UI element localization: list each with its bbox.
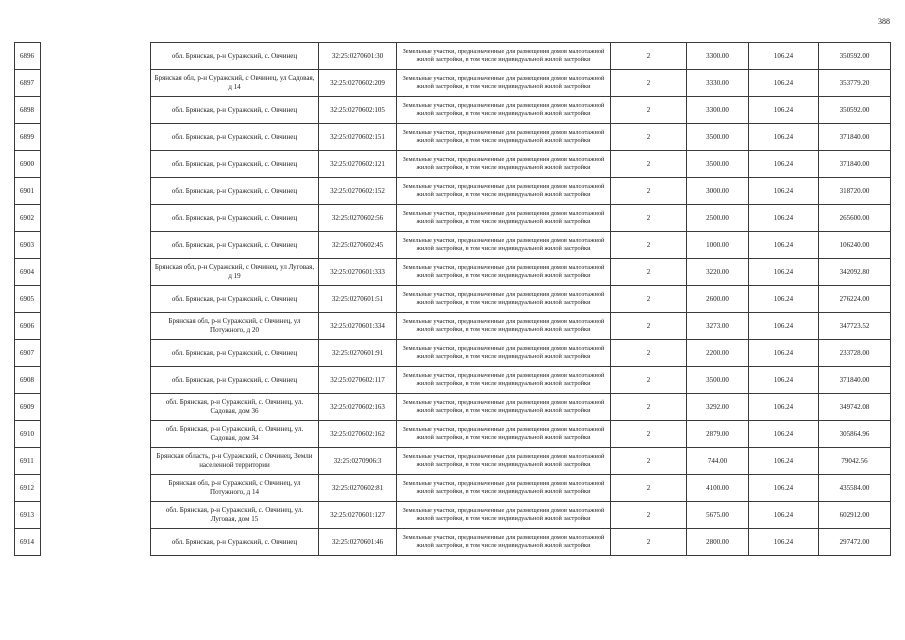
address-cell: обл. Брянская, р-н Суражский, с. Овчинец	[151, 286, 319, 313]
area-cell: 3000.00	[687, 178, 749, 205]
category-cell: 2	[611, 448, 687, 475]
address-cell: обл. Брянская, р-н Суражский, с. Овчинец	[151, 529, 319, 556]
cadastral-number-cell: 32:25:0270602:209	[319, 70, 397, 97]
spacer-cell	[41, 259, 151, 286]
row-number: 6899	[15, 124, 41, 151]
table-row	[15, 232, 891, 259]
area-cell: 3292.00	[687, 394, 749, 421]
spacer-cell	[41, 124, 151, 151]
category-cell: 2	[611, 205, 687, 232]
table-row	[15, 97, 891, 124]
category-cell: 2	[611, 259, 687, 286]
cadastral-number-cell: 32:25:0270601:333	[319, 259, 397, 286]
cadastral-number-cell: 32:25:0270601:51	[319, 286, 397, 313]
row-number: 6910	[15, 421, 41, 448]
spacer-cell	[41, 475, 151, 502]
land-purpose-cell: Земельные участки, предназначенные для размещения домов малоэтажной жилой застройки, в том числе индивидуальной жилой застройки	[397, 70, 611, 97]
rate-cell: 106.24	[749, 394, 819, 421]
row-number: 6906	[15, 313, 41, 340]
land-purpose-cell: Земельные участки, предназначенные для размещения домов малоэтажной жилой застройки, в том числе индивидуальной жилой застройки	[397, 313, 611, 340]
table-row	[15, 475, 891, 502]
rate-cell: 106.24	[749, 178, 819, 205]
table-row	[15, 70, 891, 97]
rate-cell: 106.24	[749, 340, 819, 367]
address-cell: Брянская обл, р-н Суражский, с Овчинец, ул Луговая, д 19	[151, 259, 319, 286]
row-number: 6913	[15, 502, 41, 529]
rate-cell: 106.24	[749, 448, 819, 475]
land-purpose-cell: Земельные участки, предназначенные для размещения домов малоэтажной жилой застройки, в том числе индивидуальной жилой застройки	[397, 421, 611, 448]
spacer-cell	[41, 448, 151, 475]
address-cell: обл. Брянская, р-н Суражский, с. Овчинец	[151, 340, 319, 367]
cadastral-number-cell: 32:25:0270602:121	[319, 151, 397, 178]
address-cell: обл. Брянская, р-н Суражский, с. Овчинец	[151, 151, 319, 178]
area-cell: 3300.00	[687, 43, 749, 70]
row-number: 6902	[15, 205, 41, 232]
cadastral-number-cell: 32:25:0270602:151	[319, 124, 397, 151]
land-purpose-cell: Земельные участки, предназначенные для размещения домов малоэтажной жилой застройки, в том числе индивидуальной жилой застройки	[397, 340, 611, 367]
spacer-cell	[41, 43, 151, 70]
value-cell: 233728.00	[819, 340, 891, 367]
land-purpose-cell: Земельные участки, предназначенные для размещения домов малоэтажной жилой застройки, в том числе индивидуальной жилой застройки	[397, 205, 611, 232]
rate-cell: 106.24	[749, 259, 819, 286]
cadastral-number-cell: 32:25:0270601:46	[319, 529, 397, 556]
area-cell: 1000.00	[687, 232, 749, 259]
category-cell: 2	[611, 43, 687, 70]
row-number: 6908	[15, 367, 41, 394]
row-number: 6912	[15, 475, 41, 502]
table-body	[15, 43, 891, 556]
value-cell: 602912.00	[819, 502, 891, 529]
row-number: 6907	[15, 340, 41, 367]
table-row	[15, 313, 891, 340]
area-cell: 2600.00	[687, 286, 749, 313]
category-cell: 2	[611, 502, 687, 529]
value-cell: 371840.00	[819, 124, 891, 151]
land-purpose-cell: Земельные участки, предназначенные для размещения домов малоэтажной жилой застройки, в том числе индивидуальной жилой застройки	[397, 448, 611, 475]
address-cell: обл. Брянская, р-н Суражский, с. Овчинец	[151, 232, 319, 259]
rate-cell: 106.24	[749, 421, 819, 448]
table-row	[15, 367, 891, 394]
row-number: 6914	[15, 529, 41, 556]
spacer-cell	[41, 205, 151, 232]
table-row	[15, 124, 891, 151]
address-cell: обл. Брянская, р-н Суражский, с. Овчинец, ул. Садовая, дом 34	[151, 421, 319, 448]
category-cell: 2	[611, 475, 687, 502]
row-number: 6900	[15, 151, 41, 178]
land-purpose-cell: Земельные участки, предназначенные для размещения домов малоэтажной жилой застройки, в том числе индивидуальной жилой застройки	[397, 232, 611, 259]
address-cell: обл. Брянская, р-н Суражский, с. Овчинец	[151, 178, 319, 205]
category-cell: 2	[611, 70, 687, 97]
value-cell: 371840.00	[819, 367, 891, 394]
cadastral-number-cell: 32:25:0270602:105	[319, 97, 397, 124]
value-cell: 297472.00	[819, 529, 891, 556]
row-number: 6904	[15, 259, 41, 286]
spacer-cell	[41, 151, 151, 178]
area-cell: 744.00	[687, 448, 749, 475]
area-cell: 3500.00	[687, 367, 749, 394]
category-cell: 2	[611, 313, 687, 340]
land-purpose-cell: Земельные участки, предназначенные для размещения домов малоэтажной жилой застройки, в том числе индивидуальной жилой застройки	[397, 502, 611, 529]
row-number: 6905	[15, 286, 41, 313]
area-cell: 2879.00	[687, 421, 749, 448]
area-cell: 3500.00	[687, 151, 749, 178]
spacer-cell	[41, 529, 151, 556]
area-cell: 2500.00	[687, 205, 749, 232]
cadastral-number-cell: 32:25:0270601:334	[319, 313, 397, 340]
row-number: 6911	[15, 448, 41, 475]
cadastral-number-cell: 32:25:0270601:91	[319, 340, 397, 367]
spacer-cell	[41, 367, 151, 394]
rate-cell: 106.24	[749, 151, 819, 178]
address-cell: обл. Брянская, р-н Суражский, с. Овчинец	[151, 124, 319, 151]
cadastral-number-cell: 32:25:0270602:152	[319, 178, 397, 205]
value-cell: 79042.56	[819, 448, 891, 475]
spacer-cell	[41, 286, 151, 313]
address-cell: Брянская обл, р-н Суражский, с Овчинец, ул Потужного, д 20	[151, 313, 319, 340]
row-number: 6897	[15, 70, 41, 97]
category-cell: 2	[611, 367, 687, 394]
category-cell: 2	[611, 529, 687, 556]
cadastral-number-cell: 32:25:0270601:127	[319, 502, 397, 529]
page-number: 388	[878, 17, 890, 26]
land-purpose-cell: Земельные участки, предназначенные для размещения домов малоэтажной жилой застройки, в том числе индивидуальной жилой застройки	[397, 394, 611, 421]
address-cell: Брянская обл, р-н Суражский, с Овчинец, ул Потужного, д 14	[151, 475, 319, 502]
category-cell: 2	[611, 97, 687, 124]
row-number: 6898	[15, 97, 41, 124]
table-row	[15, 151, 891, 178]
category-cell: 2	[611, 151, 687, 178]
value-cell: 350592.00	[819, 43, 891, 70]
rate-cell: 106.24	[749, 502, 819, 529]
area-cell: 5675.00	[687, 502, 749, 529]
land-purpose-cell: Земельные участки, предназначенные для размещения домов малоэтажной жилой застройки, в том числе индивидуальной жилой застройки	[397, 529, 611, 556]
area-cell: 2800.00	[687, 529, 749, 556]
spacer-cell	[41, 394, 151, 421]
value-cell: 349742.08	[819, 394, 891, 421]
category-cell: 2	[611, 421, 687, 448]
value-cell: 350592.00	[819, 97, 891, 124]
address-cell: Брянская обл, р-н Суражский, с Овчинец, ул Садовая, д 14	[151, 70, 319, 97]
area-cell: 3273.00	[687, 313, 749, 340]
table-row	[15, 502, 891, 529]
spacer-cell	[41, 232, 151, 259]
rate-cell: 106.24	[749, 205, 819, 232]
land-purpose-cell: Земельные участки, предназначенные для размещения домов малоэтажной жилой застройки, в том числе индивидуальной жилой застройки	[397, 367, 611, 394]
row-number: 6901	[15, 178, 41, 205]
address-cell: обл. Брянская, р-н Суражский, с. Овчинец, ул. Садовая, дом 36	[151, 394, 319, 421]
cadastral-number-cell: 32:25:0270602:81	[319, 475, 397, 502]
value-cell: 265600.00	[819, 205, 891, 232]
land-purpose-cell: Земельные участки, предназначенные для размещения домов малоэтажной жилой застройки, в том числе индивидуальной жилой застройки	[397, 475, 611, 502]
spacer-cell	[41, 313, 151, 340]
area-cell: 3330.00	[687, 70, 749, 97]
land-purpose-cell: Земельные участки, предназначенные для размещения домов малоэтажной жилой застройки, в том числе индивидуальной жилой застройки	[397, 178, 611, 205]
spacer-cell	[41, 340, 151, 367]
area-cell: 2200.00	[687, 340, 749, 367]
row-number: 6896	[15, 43, 41, 70]
value-cell: 106240.00	[819, 232, 891, 259]
cadastral-number-cell: 32:25:0270602:56	[319, 205, 397, 232]
cadastral-number-cell: 32:25:0270602:163	[319, 394, 397, 421]
row-number: 6903	[15, 232, 41, 259]
value-cell: 371840.00	[819, 151, 891, 178]
cadastral-number-cell: 32:25:0270602:117	[319, 367, 397, 394]
spacer-cell	[41, 178, 151, 205]
rate-cell: 106.24	[749, 43, 819, 70]
address-cell: обл. Брянская, р-н Суражский, с. Овчинец	[151, 367, 319, 394]
land-purpose-cell: Земельные участки, предназначенные для размещения домов малоэтажной жилой застройки, в том числе индивидуальной жилой застройки	[397, 286, 611, 313]
table-row	[15, 421, 891, 448]
cadastral-number-cell: 32:25:0270602:45	[319, 232, 397, 259]
spacer-cell	[41, 502, 151, 529]
land-purpose-cell: Земельные участки, предназначенные для размещения домов малоэтажной жилой застройки, в том числе индивидуальной жилой застройки	[397, 259, 611, 286]
land-registry-table	[14, 42, 891, 556]
rate-cell: 106.24	[749, 124, 819, 151]
cadastral-number-cell: 32:25:0270601:30	[319, 43, 397, 70]
land-purpose-cell: Земельные участки, предназначенные для размещения домов малоэтажной жилой застройки, в том числе индивидуальной жилой застройки	[397, 43, 611, 70]
category-cell: 2	[611, 340, 687, 367]
address-cell: обл. Брянская, р-н Суражский, с. Овчинец, ул. Луговая, дом 15	[151, 502, 319, 529]
rate-cell: 106.24	[749, 475, 819, 502]
category-cell: 2	[611, 394, 687, 421]
address-cell: Брянская область, р-н Суражский, с Овчинец, Земли населенной территории	[151, 448, 319, 475]
rate-cell: 106.24	[749, 313, 819, 340]
land-purpose-cell: Земельные участки, предназначенные для размещения домов малоэтажной жилой застройки, в том числе индивидуальной жилой застройки	[397, 151, 611, 178]
table-row	[15, 259, 891, 286]
value-cell: 353779.20	[819, 70, 891, 97]
spacer-cell	[41, 421, 151, 448]
row-number: 6909	[15, 394, 41, 421]
table-row	[15, 448, 891, 475]
rate-cell: 106.24	[749, 232, 819, 259]
value-cell: 276224.00	[819, 286, 891, 313]
area-cell: 4100.00	[687, 475, 749, 502]
land-purpose-cell: Земельные участки, предназначенные для размещения домов малоэтажной жилой застройки, в том числе индивидуальной жилой застройки	[397, 124, 611, 151]
category-cell: 2	[611, 178, 687, 205]
address-cell: обл. Брянская, р-н Суражский, с. Овчинец	[151, 205, 319, 232]
table-row	[15, 178, 891, 205]
table-row	[15, 43, 891, 70]
value-cell: 318720.00	[819, 178, 891, 205]
cadastral-number-cell: 32:25:0270906:3	[319, 448, 397, 475]
category-cell: 2	[611, 232, 687, 259]
rate-cell: 106.24	[749, 97, 819, 124]
category-cell: 2	[611, 286, 687, 313]
rate-cell: 106.24	[749, 286, 819, 313]
address-cell: обл. Брянская, р-н Суражский, с. Овчинец	[151, 43, 319, 70]
spacer-cell	[41, 70, 151, 97]
cadastral-number-cell: 32:25:0270602:162	[319, 421, 397, 448]
rate-cell: 106.24	[749, 367, 819, 394]
value-cell: 342092.80	[819, 259, 891, 286]
table-row	[15, 340, 891, 367]
area-cell: 3220.00	[687, 259, 749, 286]
table-row	[15, 529, 891, 556]
value-cell: 347723.52	[819, 313, 891, 340]
category-cell: 2	[611, 124, 687, 151]
land-purpose-cell: Земельные участки, предназначенные для размещения домов малоэтажной жилой застройки, в том числе индивидуальной жилой застройки	[397, 97, 611, 124]
address-cell: обл. Брянская, р-н Суражский, с. Овчинец	[151, 97, 319, 124]
value-cell: 435584.00	[819, 475, 891, 502]
table-row	[15, 394, 891, 421]
value-cell: 305864.96	[819, 421, 891, 448]
area-cell: 3300.00	[687, 97, 749, 124]
table-row	[15, 205, 891, 232]
rate-cell: 106.24	[749, 529, 819, 556]
spacer-cell	[41, 97, 151, 124]
area-cell: 3500.00	[687, 124, 749, 151]
rate-cell: 106.24	[749, 70, 819, 97]
table-row	[15, 286, 891, 313]
